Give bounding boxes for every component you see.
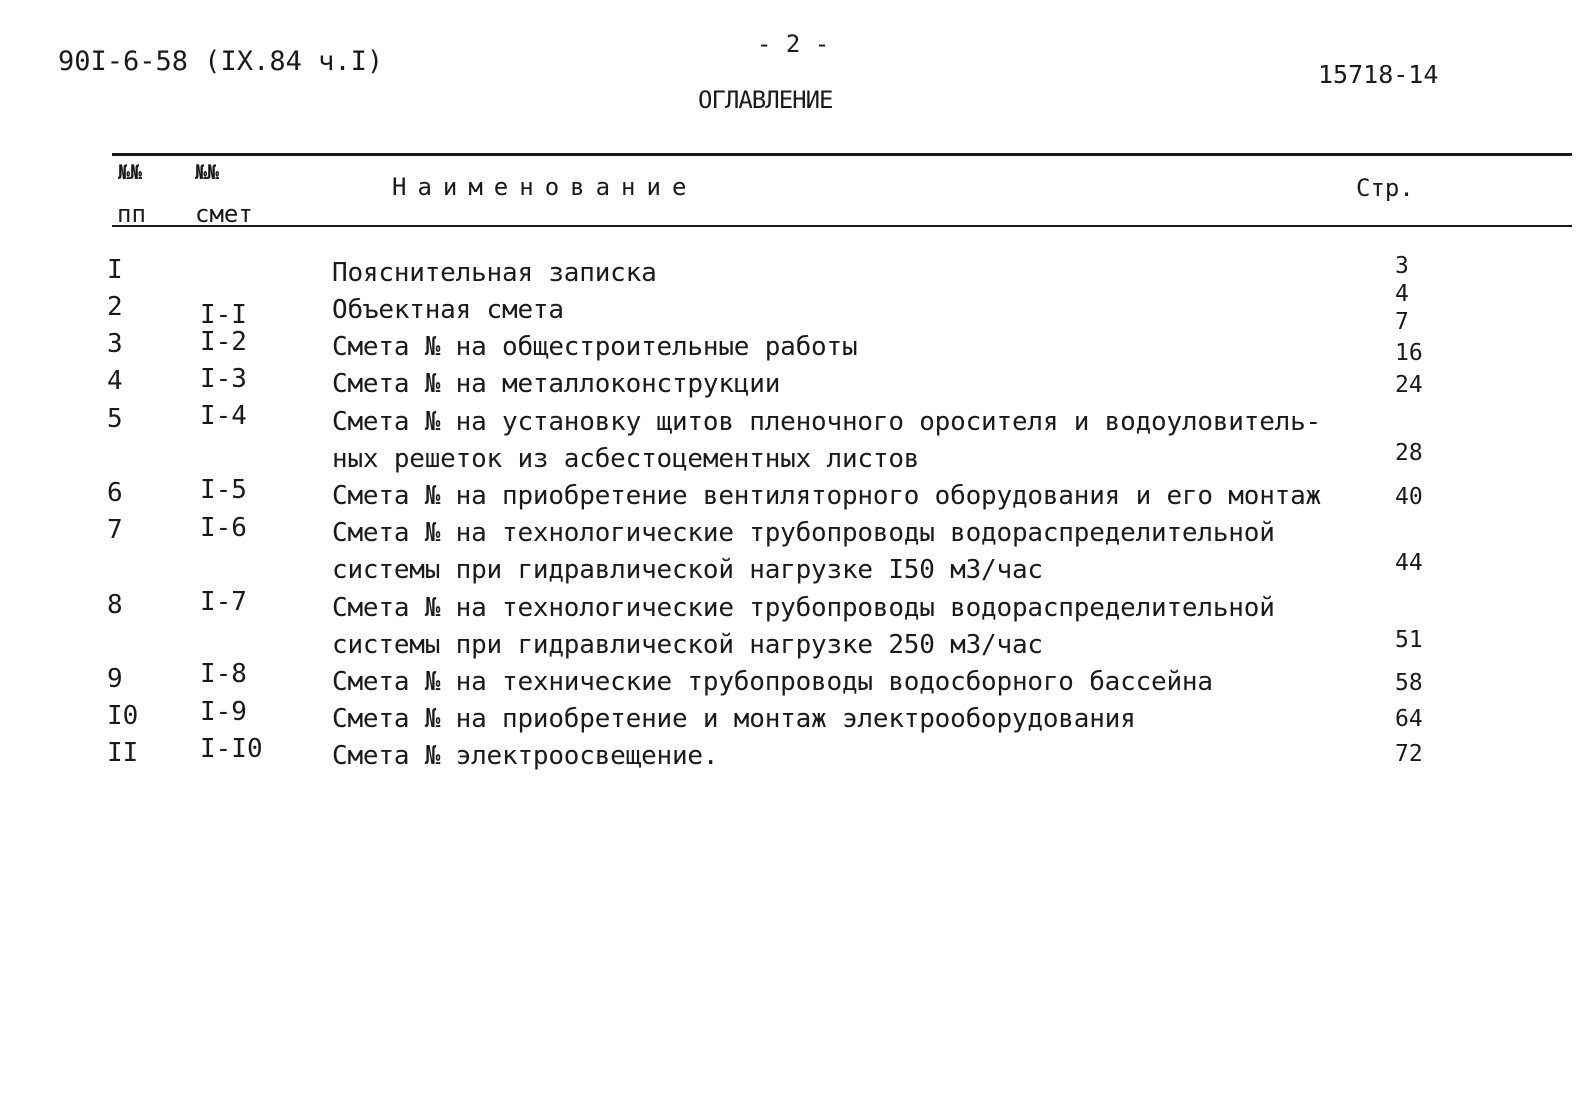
- row-estimate-number: I-2: [200, 327, 247, 357]
- header-pp: пп: [117, 200, 146, 228]
- row-estimate-number: I-5: [200, 475, 247, 505]
- row-name-line: Смета № на технологические трубопроводы водораспределительной: [332, 518, 1275, 548]
- row-number: 6: [107, 478, 123, 508]
- row-number: I: [107, 255, 123, 285]
- row-number: 5: [107, 404, 123, 434]
- row-name-line: Объектная смета: [332, 295, 564, 325]
- row-page: 44: [1395, 550, 1423, 576]
- row-estimate-number: I-I0: [200, 734, 263, 764]
- row-page: 72: [1395, 741, 1423, 767]
- row-page: 4: [1395, 281, 1409, 307]
- row-page: 16: [1395, 340, 1423, 366]
- table-top-rule: [112, 153, 1572, 156]
- row-estimate-number: I-7: [200, 587, 247, 617]
- page-number: - 2 -: [757, 30, 830, 58]
- header-name: Наименование: [392, 173, 698, 201]
- row-page: 40: [1395, 484, 1423, 510]
- row-page: 64: [1395, 706, 1423, 732]
- row-name-line: Пояснительная записка: [332, 258, 657, 288]
- row-estimate-number: I-I: [200, 300, 247, 330]
- document-number: 15718-14: [1318, 60, 1439, 89]
- row-page: 24: [1395, 372, 1423, 398]
- row-estimate-number: I-8: [200, 659, 247, 689]
- row-number: II: [107, 738, 139, 768]
- header-page: Стр.: [1356, 174, 1414, 202]
- header-nn-smet-symbol: №№: [195, 160, 220, 184]
- row-name-line: Смета № на приобретение вентиляторного оборудования и его монтаж: [332, 481, 1322, 511]
- row-number: I0: [107, 701, 139, 731]
- row-estimate-number: I-9: [200, 697, 247, 727]
- toc-title: ОГЛАВЛЕНИЕ: [698, 86, 833, 114]
- row-name-line: ных решеток из асбестоцементных листов: [332, 444, 920, 474]
- row-page: 58: [1395, 670, 1423, 696]
- row-page: 7: [1395, 309, 1409, 335]
- document-code: 90I-6-58 (IX.84 ч.I): [58, 46, 384, 77]
- row-name-line: Смета № на установку щитов пленочного оросителя и водоуловитель-: [332, 407, 1322, 437]
- row-estimate-number: I-3: [200, 364, 247, 394]
- row-name-line: системы при гидравлической нагрузке 250 м3/час: [332, 630, 1043, 660]
- row-estimate-number: I-4: [200, 401, 247, 431]
- row-estimate-number: I-6: [200, 513, 247, 543]
- row-name-line: Смета № на приобретение и монтаж электрооборудования: [332, 704, 1136, 734]
- row-number: 7: [107, 515, 123, 545]
- table-header-rule: [112, 225, 1572, 227]
- row-name-line: Смета № электроосвещение.: [332, 741, 719, 771]
- row-number: 3: [107, 329, 123, 359]
- row-name-line: Смета № на технологические трубопроводы водораспределительной: [332, 593, 1275, 623]
- row-number: 2: [107, 292, 123, 322]
- header-smet: смет: [195, 200, 253, 228]
- row-name-line: Смета № на металлоконструкции: [332, 369, 781, 399]
- row-page: 51: [1395, 627, 1423, 653]
- row-page: 3: [1395, 253, 1409, 279]
- row-number: 8: [107, 590, 123, 620]
- row-name-line: Смета № на технические трубопроводы водосборного бассейна: [332, 667, 1213, 697]
- row-page: 28: [1395, 440, 1423, 466]
- row-number: 4: [107, 366, 123, 396]
- header-nn-pp-symbol: №№: [118, 160, 143, 184]
- row-name-line: Смета № на общестроительные работы: [332, 332, 858, 362]
- row-number: 9: [107, 664, 123, 694]
- row-name-line: системы при гидравлической нагрузке I50 м3/час: [332, 555, 1043, 585]
